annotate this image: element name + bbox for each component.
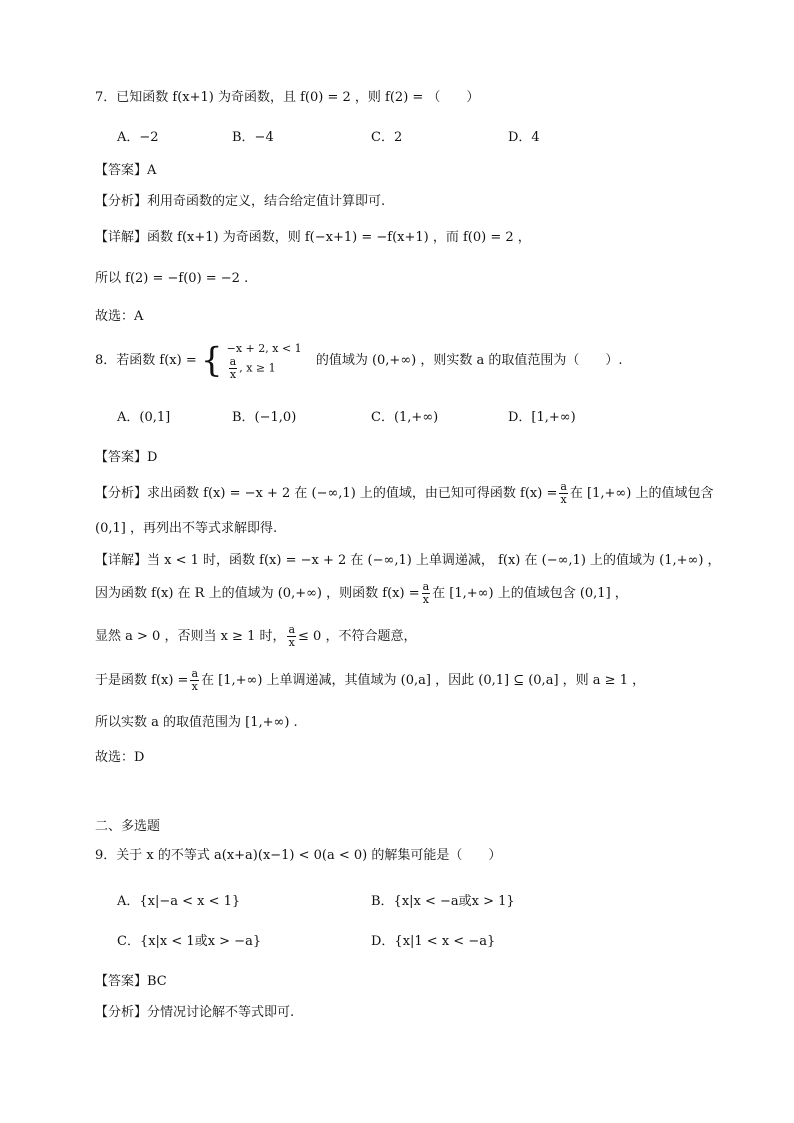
piecewise-case-2: $\frac{a}{x}$ , x ≥ 1 xyxy=(229,354,276,381)
fraction: $\frac{a}{x}$ xyxy=(191,667,199,693)
q8-stem-suffix: 的值域为 (0,+∞) ，则实数 a 的取值范围为（ ）. xyxy=(315,353,623,368)
q8-detail-2: 因为函数 f(x) 在 R 上的值域为 (0,+∞) ，则函数 f(x) = $\frac{a}{x}$ 在 [1,+∞) 上的值域包含 (0,1] ， xyxy=(95,580,628,606)
fraction: $\frac{a}{x}$ xyxy=(560,480,567,506)
q9-option-d: D．{x|1 < x < −a} xyxy=(371,934,496,949)
answer-value: A xyxy=(147,163,157,178)
section-heading: 二、多选题 xyxy=(95,819,161,834)
detail-text: 当 x < 1 时，函数 f(x) = −x + 2 在 (−∞,1) 上单调递减， f(x) 在 (−∞,1) 上的值域为 (1,+∞) ， xyxy=(147,553,721,568)
q8-detail-4: 于是函数 f(x) = $\frac{a}{x}$ 在 [1,+∞) 上单调递减，其值域为 (0,a] ，因此 (0,1] ⊆ (0,a] ，则 a ≥ 1 ， xyxy=(95,667,646,693)
q8-detail-5: 所以实数 a 的取值范围为 [1,+∞) . xyxy=(95,715,298,730)
fraction: $\frac{a}{x}$ xyxy=(288,623,296,649)
q8-stem xyxy=(95,336,623,386)
piecewise-case-1: −x + 2, x < 1 xyxy=(226,341,302,355)
q8-analysis-2: (0,1] ，再列出不等式求解即得. xyxy=(95,521,278,536)
q9-option-b: B．{x|x < −a或x > 1} xyxy=(371,894,515,909)
fraction: $\frac{a}{x}$ xyxy=(422,580,430,606)
detail-tag: 【详解】 xyxy=(95,553,148,568)
q8-option-a: A．(0,1] xyxy=(117,410,171,425)
q7-stem: 7．已知函数 f(x+1) 为奇函数，且 f(0) = 2 ，则 f(2) = （ ） xyxy=(95,90,480,105)
q9-option-a: A．{x|−a < x < 1} xyxy=(117,894,241,909)
q9-stem: 9．关于 x 的不等式 a(x+a)(x−1) < 0(a < 0) 的解集可能是（ ） xyxy=(95,848,502,863)
q8-answer xyxy=(95,448,157,468)
q8-stem-prefix: 8．若函数 f(x) = xyxy=(95,353,197,368)
analysis-tag: 【分析】 xyxy=(95,486,148,501)
q7-detail-1 xyxy=(95,228,531,248)
analysis-text: 分情况讨论解不等式即可. xyxy=(147,1005,295,1020)
q9-answer xyxy=(95,972,167,992)
q9-option-c: C．{x|x < 1或x > −a} xyxy=(117,934,262,949)
q7-option-a: A．−2 xyxy=(117,130,159,145)
q7-choice: 故选：A xyxy=(95,309,144,324)
q9-analysis xyxy=(95,1003,294,1023)
answer-value: BC xyxy=(147,974,167,989)
q8-choice: 故选：D xyxy=(95,750,145,765)
q8-analysis-1: 【分析】求出函数 f(x) = −x + 2 在 (−∞,1) 上的值域，由已知可得函数 f(x) = $\frac{a}{x}$ 在 [1,+∞) 上的值域包含 xyxy=(95,480,714,506)
analysis-text: 利用奇函数的定义，结合给定值计算即可. xyxy=(147,194,386,209)
analysis-tag: 【分析】 xyxy=(95,1005,148,1020)
fraction: $\frac{a}{x}$ xyxy=(229,354,237,381)
answer-tag: 【答案】 xyxy=(95,974,148,989)
q8-option-c: C．(1,+∞) xyxy=(371,410,439,425)
q8-option-b: B．(−1,0) xyxy=(232,410,297,425)
answer-tag: 【答案】 xyxy=(95,450,148,465)
q7-option-d: D．4 xyxy=(508,130,540,145)
detail-text: 函数 f(x+1) 为奇函数，则 f(−x+1) = −f(x+1) ，而 f(0) = 2 ， xyxy=(147,230,531,245)
answer-tag: 【答案】 xyxy=(95,163,148,178)
q7-analysis xyxy=(95,192,385,212)
q8-option-d: D．[1,+∞) xyxy=(508,410,576,425)
q7-option-c: C．2 xyxy=(371,130,403,145)
q8-detail-3: 显然 a > 0 ，否则当 x ≥ 1 时， $\frac{a}{x}$ ≤ 0 ，不符合题意， xyxy=(95,623,417,649)
analysis-tag: 【分析】 xyxy=(95,194,148,209)
piecewise-brace: { xyxy=(200,340,223,381)
q7-detail-2: 所以 f(2) = −f(0) = −2 . xyxy=(95,271,249,286)
q8-detail-1 xyxy=(95,551,721,571)
q7-option-b: B．−4 xyxy=(232,130,274,145)
q7-answer xyxy=(95,161,156,181)
answer-value: D xyxy=(147,450,158,465)
piecewise-cases xyxy=(227,341,302,381)
detail-tag: 【详解】 xyxy=(95,230,148,245)
